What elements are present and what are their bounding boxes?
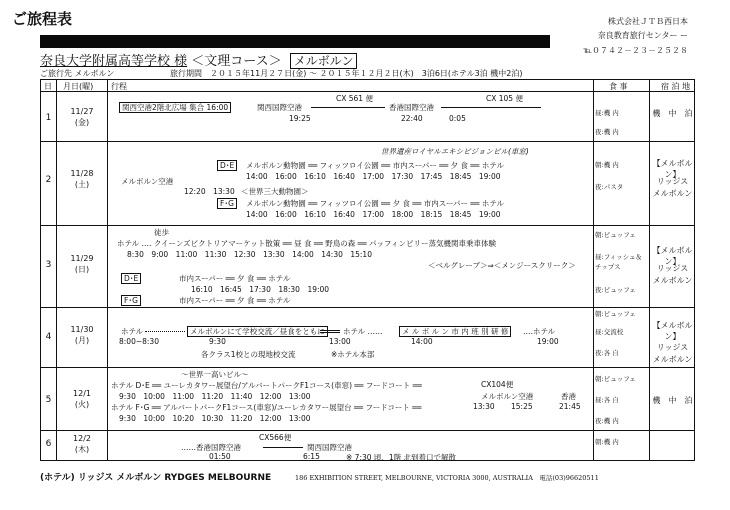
time: 6:15: [303, 452, 320, 461]
time: 0:05: [449, 114, 466, 123]
title-bar: [40, 35, 550, 48]
route-fg-times: 9:30 10:00 10:20 10:30 11:20 12:00 13:00: [119, 414, 311, 423]
travel-period: 旅行期間 ２０１５年11月２７日(金) ～ ２０１５年１２月２日(木) 3泊6日(ホテル3泊 機中2泊): [170, 69, 523, 78]
times: 12:20 13:30: [184, 187, 235, 196]
company-phone: ℡０７４２－２３－２５２８: [583, 46, 688, 55]
note: 徒歩: [154, 228, 169, 237]
stay: メルボルン: [652, 189, 693, 198]
day-number: 1: [45, 113, 52, 123]
note: ＜ベルグレーブ＞⇒＜メンジースクリーク＞: [428, 261, 576, 270]
stay: リッジス: [656, 264, 689, 273]
time: 13:30: [473, 402, 495, 411]
route-fg-times: 14:00 16:00 16:10 16:40 17:00 18:00 18:15 18:45 19:00: [246, 210, 501, 219]
route: ホテル ‥‥ クイーンズビクトリアマーケット散策 ══ 昼 食 ══ 野鳥の森 ══ パッフィンビリー蒸気機関車乗車体験: [117, 239, 496, 248]
flight-cx105: CX 105 便: [486, 94, 523, 103]
meal: 夜:機 内: [595, 417, 619, 425]
stay: メルボルン: [652, 355, 693, 364]
stay: 機 中 泊: [652, 109, 693, 118]
day-number: 6: [45, 439, 52, 449]
col-itinerary: 行程: [111, 82, 127, 91]
route-times: 8:30 9:00 11:00 11:30 12:30 13:30 14:00 14:30 15:10: [127, 250, 372, 259]
group-fg: F･G: [121, 295, 141, 306]
meal: 夜:機 内: [595, 128, 619, 136]
flight-cx566: CX566便: [259, 433, 292, 442]
meeting-point: 関西空港2階北広場 集合 16:00: [119, 102, 231, 113]
place-hotel: ホテル: [121, 327, 144, 336]
day-date: 12/1 (火): [73, 389, 91, 409]
day-number: 4: [45, 332, 52, 342]
place-airport: メルボルン空港: [121, 177, 174, 186]
day-date: 11/28 (土): [70, 169, 94, 189]
time: 22:40: [401, 114, 423, 123]
school-name: 奈良大学附属高等学校 様: [40, 54, 188, 69]
meal: 昼:交流校: [595, 328, 624, 336]
meal: 昼:機 内: [595, 109, 619, 117]
course-name: ＜文理コース＞: [191, 54, 282, 69]
time: 8:00~8:30: [119, 337, 159, 346]
meal: 夜:ビュッフェ: [595, 286, 636, 294]
route: 市内スーパー ══ 夕 食 ══ ホテル: [179, 296, 291, 305]
stay: 機 中 泊: [652, 396, 693, 405]
destination-box: メルボルン: [290, 53, 358, 69]
note: ※ホテル本部: [331, 350, 375, 359]
place-kix: 関西国際空港: [307, 443, 352, 452]
school-exchange: メルボルンにて学校交流／昼食をともに: [187, 326, 328, 337]
place-hotel: ホテル ‥‥‥: [343, 327, 383, 336]
col-stay: 宿 泊 地: [661, 82, 691, 91]
day-date: 11/29 (日): [70, 254, 94, 274]
page-title: ご旅程表: [12, 10, 73, 28]
note: 世界遺産ロイヤルエキシビジョンビル(車窓): [381, 147, 529, 156]
meal: チップス: [595, 263, 621, 271]
company-name: 株式会社ＪＴＢ西日本: [608, 17, 688, 26]
note: 各クラス1校との現地校交流: [201, 350, 296, 359]
stay: 【メルボルン】: [652, 246, 693, 266]
route-de-times: 9:30 10:00 11:00 11:20 11:40 12:00 13:00: [119, 392, 311, 401]
place-kix: 関西国際空港: [257, 103, 302, 112]
footer-address: 186 EXHIBITION STREET, MELBOURNE, VICTORIA 3000, AUSTRALIA 電話(03)96620511: [295, 474, 599, 482]
day-date: 12/2 (木): [73, 434, 91, 454]
meal: 朝:機 内: [595, 438, 619, 446]
meal: 朝:機 内: [595, 161, 619, 169]
day-number: 2: [45, 175, 52, 185]
meal: 朝:ビュッフェ: [595, 310, 636, 318]
meal: 昼:各 自: [595, 396, 619, 404]
stay: 【メルボルン】: [652, 159, 693, 179]
route-fg: ホテル F･G ══ アルバートパークF1コース(車窓)/ユーレカタワー展望台 ══ フードコート ══: [111, 403, 422, 412]
note: ～世界一高いビル～: [181, 370, 249, 379]
time: 14:00: [411, 337, 433, 346]
meal: 昼:フィッシュ＆: [595, 253, 643, 261]
route-de: メルボルン動物園 ══ フィッツロイ公園 ══ 市内スーパー ══ 夕 食 ══ ホテル: [246, 161, 504, 170]
note: ※ 7:30 頃、1階 北到着口で解散: [346, 453, 457, 462]
col-meals: 食 事: [609, 82, 628, 91]
day-date: 11/27 (金): [70, 107, 94, 127]
group-de: D･E: [121, 273, 141, 284]
flight-cx561: CX 561 便: [336, 94, 373, 103]
route-de: ホテル D･E ══ ユーレカタワー展望台/アルバートパークF1コース(車窓) ══ フードコート ══: [111, 381, 422, 390]
day-date: 11/30 (月): [70, 325, 94, 345]
place-hotel: ‥‥ホテル: [523, 327, 556, 336]
time: 01:50: [209, 452, 231, 461]
stay: 【メルボルン】: [652, 321, 693, 341]
stay: リッジス: [656, 343, 689, 352]
place-hkg: 香港国際空港: [389, 103, 434, 112]
meal: 朝:ビュッフェ: [595, 231, 636, 239]
group-de: D･E: [217, 160, 237, 171]
place-hkg: ‥‥‥香港国際空港: [181, 443, 242, 452]
meal: 夜:各 自: [595, 349, 619, 357]
time: 9:30: [209, 337, 226, 346]
group-fg: F･G: [217, 198, 237, 209]
school-line: [40, 50, 357, 69]
place-airport: メルボルン空港: [481, 392, 534, 401]
route-times: 16:10 16:45 17:30 18:30 19:00: [191, 285, 330, 294]
route-de-times: 14:00 16:00 16:10 16:40 17:00 17:30 17:45 18:45 19:00: [246, 172, 501, 181]
route-fg: メルボルン動物園 ══ フィッツロイ公園 ══ 夕 食 ══ 市内スーパー ══ ホテル: [246, 199, 504, 208]
note: ＜世界三大動物園＞: [241, 187, 309, 196]
travel-destination: ご旅行先 メルボルン: [40, 69, 115, 78]
time: 19:00: [537, 337, 559, 346]
time: 21:45: [559, 402, 581, 411]
city-study: メ ル ボ ル ン 市 内 班 別 研 修: [399, 326, 511, 337]
place-hkg: 香港: [561, 392, 576, 401]
meal: 夜:パスタ: [595, 183, 624, 191]
meal: 朝:ビュッフェ: [595, 375, 636, 383]
day-number: 5: [45, 395, 52, 405]
footer-hotel: (ホテル) リッジス メルボルン RYDGES MELBOURNE: [40, 473, 272, 483]
route: 市内スーパー ══ 夕 食 ══ ホテル: [179, 274, 291, 283]
time: 13:00: [329, 337, 351, 346]
col-day: 日: [44, 82, 52, 91]
itinerary-table: [40, 79, 695, 461]
time: 15:25: [511, 402, 533, 411]
flight-cx104: CX104便: [481, 380, 514, 389]
company-branch: 奈良教育旅行センター ー: [597, 31, 688, 40]
col-date: 月日(曜): [63, 82, 94, 91]
time: 19:25: [289, 114, 311, 123]
stay: リッジス: [656, 177, 689, 186]
day-number: 3: [45, 260, 52, 270]
stay: メルボルン: [652, 276, 693, 285]
